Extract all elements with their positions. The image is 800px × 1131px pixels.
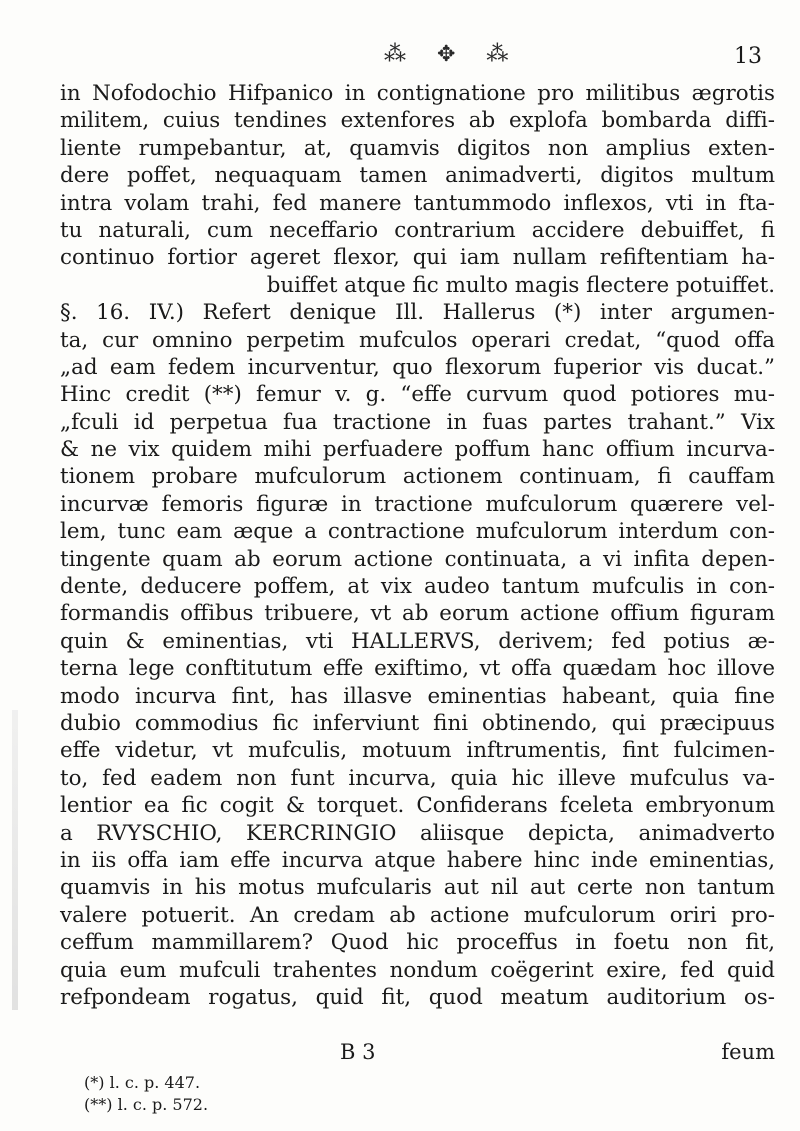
text-line: tingente quam ab eorum actione continuata, a vi infita depen- (60, 546, 775, 572)
text-line: valere potuerit. An credam ab actione mufculorum oriri pro- (60, 902, 775, 928)
text-line: lentior ea fic cogit & torquet. Confiderans fceleta embryonum (60, 793, 775, 819)
main-text-block (60, 80, 775, 1011)
text-line: refpondeam rogatus, quid fit, quod meatum auditorium os- (60, 984, 775, 1010)
text-line: militem, cuius tendines extenfores ab explofa bombarda diffi- (60, 108, 775, 134)
footnotes (84, 1072, 208, 1116)
text-line: terna lege conftitutum effe exiftimo, vt offa quædam hoc illove (60, 656, 775, 682)
text-line: a RVYSCHIO, KERCRINGIO aliisque depicta, animadverto (60, 820, 775, 846)
text-line: to, fed eadem non funt incurva, quia hic illeve mufculus va- (60, 765, 775, 791)
running-header (0, 36, 800, 76)
signature-mark: B 3 (340, 1040, 376, 1064)
header-ornament: ⁂ ✥ ⁂ (384, 42, 521, 67)
footnote-1: (*) l. c. p. 447. (84, 1073, 201, 1092)
text-line: „fculi id perpetua fua tractione in fuas partes trahant.” Vix (60, 409, 775, 435)
text-line: in iis offa iam effe incurva atque habere hinc inde eminentias, (60, 847, 775, 873)
catchword: feum (721, 1040, 775, 1064)
text-line: quia eum mufculi trahentes nondum coëgerint exire, fed quid (60, 957, 775, 983)
text-line: incurvæ femoris figuræ in tractione mufculorum quærere vel- (60, 491, 775, 517)
text-line: formandis offibus tribuere, vt ab eorum actione offium figuram (60, 601, 775, 627)
text-line: liente rumpebantur, at, quamvis digitos non amplius exten- (60, 135, 775, 161)
text-line: effe videtur, vt mufculis, motuum inftrumentis, fint fulcimen- (60, 738, 775, 764)
text-line: §. 16. IV.) Refert denique Ill. Hallerus (*) inter argumen- (60, 300, 775, 326)
text-line: intra volam trahi, fed manere tantummodo inflexos, vti in fta- (60, 190, 775, 216)
text-line: dere poffet, nequaquam tamen animadverti, digitos multum (60, 163, 775, 189)
text-line: dente, deducere poffem, at vix audeo tantum mufculis in con- (60, 574, 775, 600)
binding-shadow (12, 710, 18, 1010)
text-line: ceffum mammillarem? Quod hic proceffus in foetu non fit, (60, 930, 775, 956)
text-line: „ad eam fedem incurventur, quo flexorum fuperior vis ducat.” (60, 354, 775, 380)
text-line: tionem probare mufculorum actionem continuam, fi cauffam (60, 464, 775, 490)
text-line: quin & eminentias, vti HALLERVS, derivem; fed potius æ- (60, 628, 775, 654)
text-line: continuo fortior ageret flexor, qui iam nullam refiftentiam ha- (60, 245, 775, 271)
text-line: ta, cur omnino perpetim mufculos operari credat, “quod offa (60, 327, 775, 353)
text-line: lem, tunc eam æque a contractione mufculorum interdum con- (60, 519, 775, 545)
page-number: 13 (734, 44, 762, 69)
text-line: buiffet atque fic multo magis flectere potuiffet. (266, 272, 775, 298)
text-line: tu naturali, cum neceffario contrarium accidere debuiffet, fi (60, 217, 775, 243)
footnote-2: (**) l. c. p. 572. (84, 1095, 209, 1114)
text-line: Hinc credit (**) femur v. g. “effe curvum quod potiores mu- (60, 382, 775, 408)
text-line: & ne vix quidem mihi perfuadere poffum hanc offium incurva- (60, 437, 775, 463)
page-footer (60, 1040, 775, 1068)
text-line: dubio commodius fic inferviunt fini obtinendo, qui præcipuus (60, 710, 775, 736)
text-line: modo incurva fint, has illasve eminentias habeant, quia fine (60, 683, 775, 709)
text-line: quamvis in his motus mufcularis aut nil aut certe non tantum (60, 875, 775, 901)
text-line: in Nofodochio Hifpanico in contignatione pro militibus ægrotis (60, 81, 775, 106)
